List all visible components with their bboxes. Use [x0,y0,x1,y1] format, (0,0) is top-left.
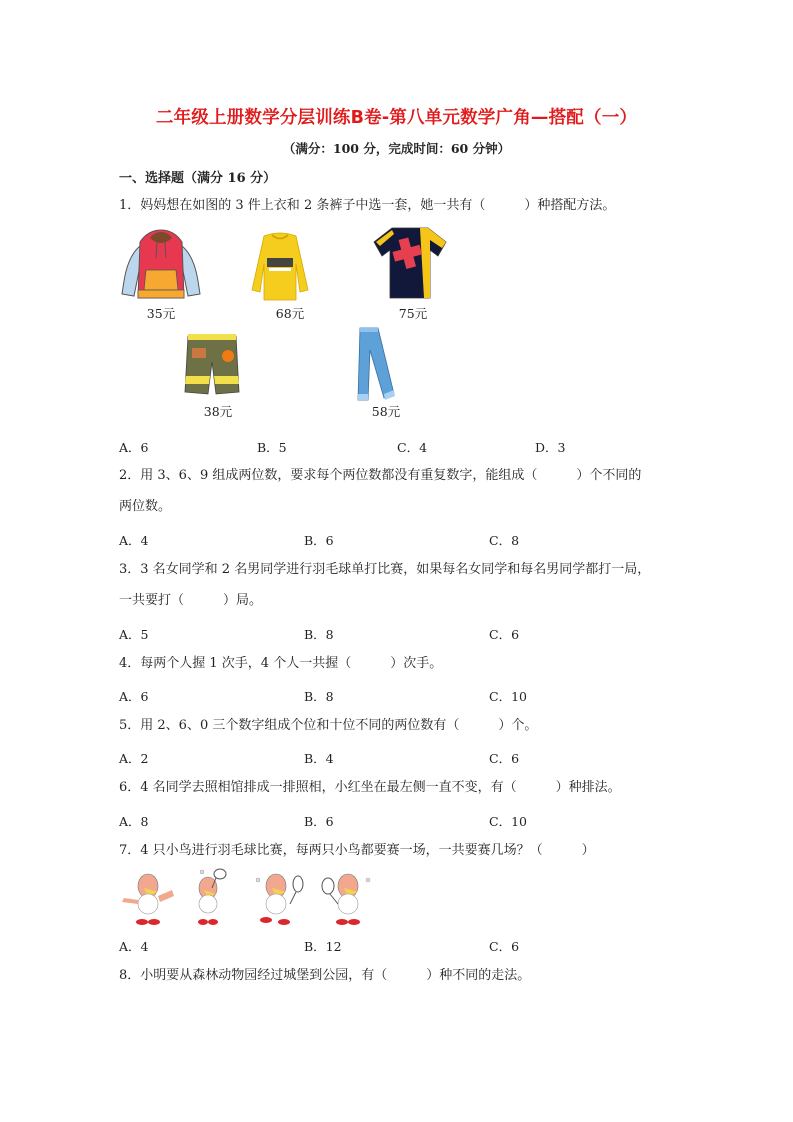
question-7-text: 7．4 只小鸟进行羽毛球比赛，每两只小鸟都要赛一场，一共要赛几场？（ ） [119,843,595,858]
option-c[interactable]: C．6 [489,627,520,642]
bird-waving-icon [122,874,174,925]
yellow-sweater-icon [250,230,310,302]
jeans-icon [356,326,396,402]
option-a[interactable]: A．2 [119,751,149,766]
question-3-text-cont: 一共要打（ ）局。 [119,593,263,608]
question-2-text-cont: 两位数。 [119,499,172,514]
option-c[interactable]: C．4 [397,440,428,455]
shorts-icon [184,332,240,398]
option-b[interactable]: B．5 [257,440,287,455]
option-d[interactable]: D．3 [535,440,566,455]
option-a[interactable]: A．6 [119,440,149,455]
option-b[interactable]: B．6 [304,814,334,829]
question-8-text: 8．小明要从森林动物园经过城堡到公园，有（ ）种不同的走法。 [119,968,531,983]
document-subtitle: （满分：100 分，完成时间：60 分钟） [282,141,511,156]
option-b[interactable]: B．8 [304,689,334,704]
option-c[interactable]: C．8 [489,533,520,548]
navy-tshirt-icon [372,224,448,300]
red-hoodie-icon [118,226,204,300]
option-a[interactable]: A．4 [119,939,149,954]
option-b[interactable]: B．8 [304,627,334,642]
option-c[interactable]: C．6 [489,939,520,954]
question-2-text: 2．用 3、6、9 组成两位数，要求每个两位数都没有重复数字，能组成（ ）个不同的 [119,468,642,483]
option-c[interactable]: C．10 [489,814,527,829]
option-b[interactable]: B．12 [304,939,342,954]
birds-image [118,866,382,928]
question-6-text: 6．4 名同学去照相馆排成一排照相，小红坐在最左侧一直不变，有（ ）种排法。 [119,780,621,795]
option-c[interactable]: C．10 [489,689,527,704]
question-3-text: 3．3 名女同学和 2 名男同学进行羽毛球单打比赛，如果每名女同学和每名男同学都打一局， [119,562,651,577]
price-label: 35元 [146,306,176,321]
option-a[interactable]: A．5 [119,627,149,642]
option-b[interactable]: B．6 [304,533,334,548]
bird-racket-icon [256,874,303,925]
price-label: 68元 [275,306,305,321]
bird-racket-icon [322,874,370,925]
document-title: 二年级上册数学分层训练B卷-第八单元数学广角—搭配（一） [155,108,638,128]
price-label: 75元 [398,306,428,321]
option-a[interactable]: A．4 [119,533,149,548]
option-c[interactable]: C．6 [489,751,520,766]
question-5-text: 5．用 2、6、0 三个数字组成个位和十位不同的两位数有（ ）个。 [119,718,538,733]
question-1-text: 1．妈妈想在如图的 3 件上衣和 2 条裤子中选一套，她一共有（ ）种搭配方法。 [119,198,616,213]
price-label: 38元 [203,404,233,419]
section-heading: 一、选择题（满分 16 分） [119,171,277,186]
option-a[interactable]: A．6 [119,689,149,704]
bird-racket-icon [198,869,226,925]
price-label: 58元 [371,404,401,419]
option-a[interactable]: A．8 [119,814,149,829]
question-4-text: 4．每两个人握 1 次手，4 个人一共握（ ）次手。 [119,656,443,671]
option-b[interactable]: B．4 [304,751,334,766]
